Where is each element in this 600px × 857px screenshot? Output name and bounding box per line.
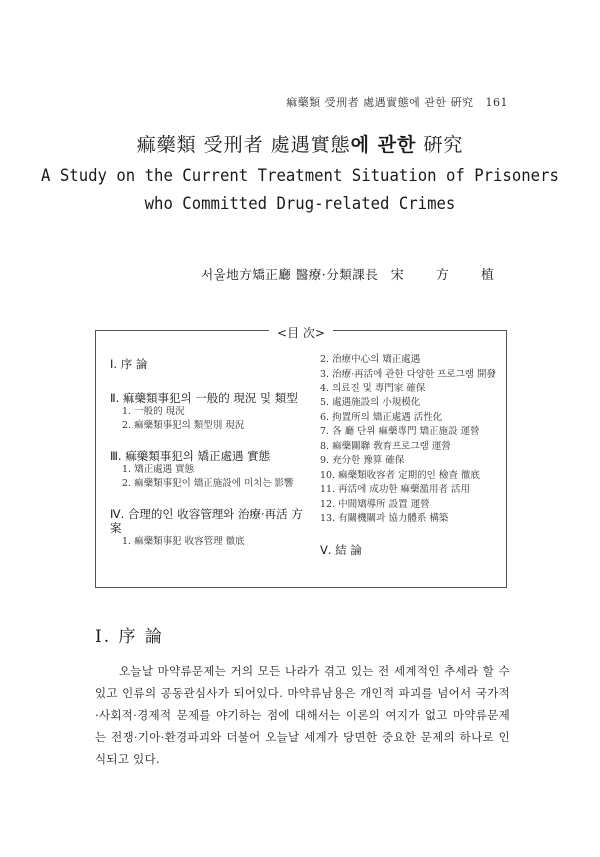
korean-title-bold: 에 관한	[350, 134, 417, 156]
toc-sub-2-1: 1. 一般的 現況	[122, 406, 185, 417]
toc-chapter-3: Ⅲ. 痲藥類事犯의 矯正處遇 實態	[110, 449, 271, 463]
english-title-line2: who Committed Drug-related Crimes	[144, 194, 456, 214]
toc-chapter-5: Ⅴ. 結 論	[320, 542, 362, 557]
toc-right-column	[320, 353, 498, 557]
english-title	[24, 162, 576, 218]
page-number: 161	[485, 96, 508, 109]
table-of-contents	[95, 326, 507, 588]
toc-sub-4-8: 8. 痲藥關聯 敎育프로그램 運營	[320, 440, 451, 452]
korean-title-part1: 痲藥類 受刑者 處遇實態	[136, 134, 351, 156]
toc-sub-4-5: 5. 處遇施設의 小規模化	[320, 397, 421, 408]
running-header	[286, 94, 508, 110]
toc-sub-2-2: 2. 痲藥類事犯의 類型別 現況	[122, 420, 245, 431]
author-affiliation: 서울地方矯正廳 醫療·分類課長	[201, 267, 379, 282]
toc-sub-4-7: 7. 各 廳 단위 痲藥專門 矯正施設 運營	[320, 426, 480, 437]
toc-sub-4-2: 2. 治療中心의 矯正處遇	[320, 354, 421, 365]
toc-sub-4-11: 11. 再活에 成功한 痲藥濫用者 活用	[320, 484, 471, 495]
author-line	[201, 264, 508, 283]
toc-sub-4-12: 12. 中間矯導所 設置 運營	[320, 498, 430, 510]
toc-title: <目 次>	[96, 322, 506, 341]
toc-sub-4-9: 9. 充分한 豫算 確保	[320, 455, 405, 466]
korean-title	[0, 130, 600, 157]
toc-sub-4-1: 1. 痲藥類事犯 收容管理 徹底	[122, 536, 245, 547]
toc-sub-4-6: 6. 拘置所의 矯正處遇 活性化	[320, 411, 443, 423]
english-title-line1: A Study on the Current Treatment Situation of Prisoners	[41, 166, 559, 186]
author-name: 宋 方 植	[390, 268, 508, 283]
toc-sub-3-1: 1. 矯正處遇 實態	[122, 464, 195, 475]
toc-sub-4-13: 13. 有關機關과 協力體系 構築	[320, 513, 449, 524]
running-title: 痲藥類 受刑者 處遇實態에 관한 硏究	[286, 96, 474, 109]
toc-left-column	[110, 353, 310, 549]
toc-chapter-4: Ⅳ. 合理的인 收容管理와 治療·再活 方案	[110, 507, 303, 535]
toc-sub-4-4: 4. 의료진 및 專門家 確保	[320, 382, 426, 394]
section-heading: Ⅰ. 序 論	[95, 627, 164, 647]
korean-title-part2: 硏究	[423, 134, 464, 156]
body-paragraph: 오늘날 마약류문제는 거의 모든 나라가 겪고 있는 전 세계적인 추세라 할 수 있고 인류의 공동관심사가 되어있다. 마약류남용은 개인적 파괴를 넘어서 국가적·사회적·경제적 문제를 야기하는 점에 대해서는 이론의 여지가 없고 마약류문제는 전쟁·기아·환경파괴와 더불어 오늘날 세계가 당면한 중요한 문제의 하나로 인식되고 있다.	[95, 664, 510, 766]
toc-sub-4-3: 3. 治療·再活에 관한 다양한 프로그램 開發	[320, 368, 496, 380]
toc-sub-3-2: 2. 痲藥類事犯이 矯正施設에 미치는 影響	[122, 478, 294, 489]
toc-chapter-1: Ⅰ. 序 論	[110, 357, 148, 371]
toc-chapter-2: Ⅱ. 痲藥類事犯의 一般的 現況 및 類型	[110, 391, 298, 405]
toc-sub-4-10: 10. 痲藥類收容者 定期的인 檢査 徹底	[320, 469, 480, 481]
